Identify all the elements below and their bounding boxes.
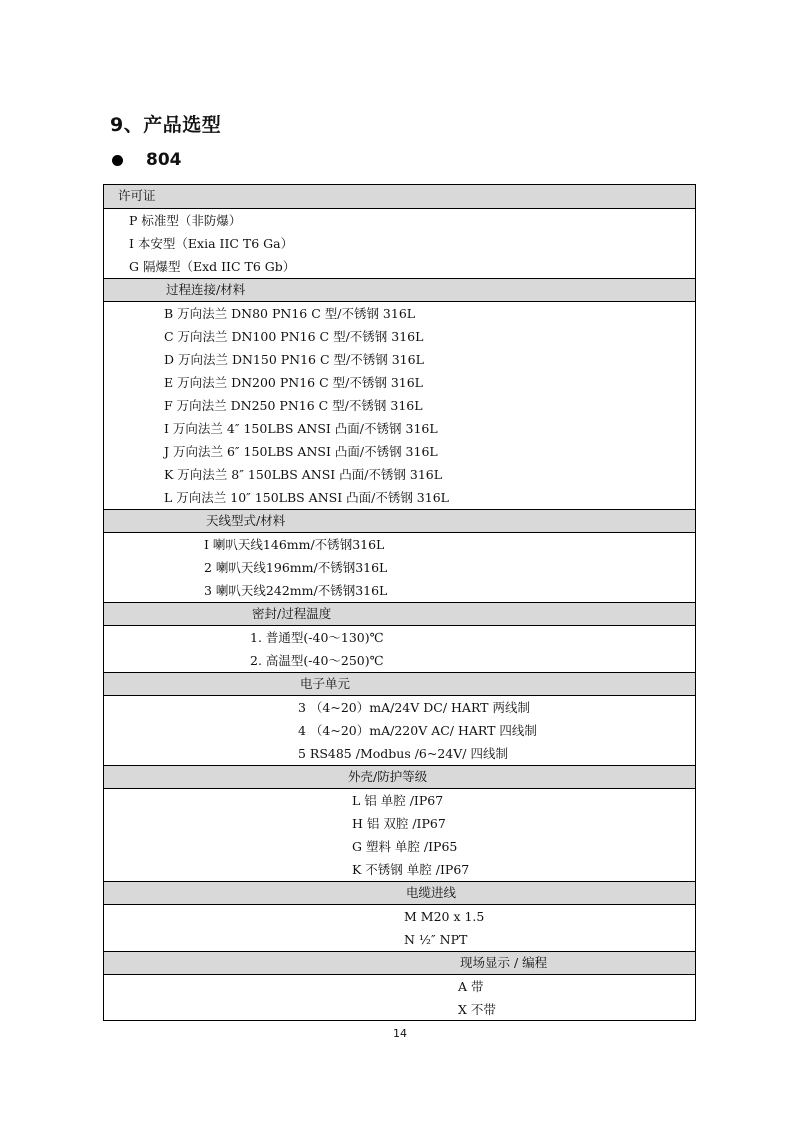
option-item: 4 （4~20）mA/220V AC/ HART 四线制 (298, 723, 537, 738)
group-header: 天线型式/材料 (104, 509, 695, 533)
option-item: K 万向法兰 8″ 150LBS ANSI 凸面/不锈钢 316L (164, 467, 443, 482)
option-item: L 铝 单腔 /IP67 (352, 793, 444, 808)
option-item: 3 喇叭天线242mm/不锈钢316L (204, 583, 388, 598)
option-item: M M20 x 1.5 (404, 909, 485, 924)
group-header: 许可证 (104, 185, 695, 209)
option-item: G 塑料 单腔 /IP65 (352, 839, 458, 854)
option-item: 2 喇叭天线196mm/不锈钢316L (204, 560, 388, 575)
page-number: 14 (393, 1027, 407, 1040)
option-item: X 不带 (458, 1002, 496, 1017)
group-header: 电缆进线 (104, 881, 695, 905)
option-item: 5 RS485 /Modbus /6~24V/ 四线制 (298, 746, 508, 761)
option-item: I 本安型（Exia IIC T6 Ga） (129, 236, 294, 251)
option-item: N ½″ NPT (404, 932, 468, 947)
group-header: 电子单元 (104, 672, 695, 696)
option-item: D 万向法兰 DN150 PN16 C 型/不锈钢 316L (164, 352, 424, 367)
option-item: J 万向法兰 6″ 150LBS ANSI 凸面/不锈钢 316L (164, 444, 438, 459)
option-item: A 带 (458, 979, 484, 994)
option-item: I 喇叭天线146mm/不锈钢316L (204, 537, 385, 552)
group-header: 过程连接/材料 (104, 278, 695, 302)
option-item: F 万向法兰 DN250 PN16 C 型/不锈钢 316L (164, 398, 423, 413)
option-item: 1. 普通型(-40～130)℃ (250, 630, 384, 645)
option-item: C 万向法兰 DN100 PN16 C 型/不锈钢 316L (164, 329, 424, 344)
option-item: K 不锈钢 单腔 /IP67 (352, 862, 470, 877)
option-item: E 万向法兰 DN200 PN16 C 型/不锈钢 316L (164, 375, 423, 390)
option-item: H 铝 双腔 /IP67 (352, 816, 446, 831)
bullet-icon (112, 155, 123, 166)
selection-table (103, 184, 696, 1021)
option-item: B 万向法兰 DN80 PN16 C 型/不锈钢 316L (164, 306, 416, 321)
group-header: 外壳/防护等级 (104, 765, 695, 789)
option-item: 2. 高温型(-40～250)℃ (250, 653, 384, 668)
model-name: 804 (146, 150, 182, 170)
option-item: I 万向法兰 4″ 150LBS ANSI 凸面/不锈钢 316L (164, 421, 438, 436)
section-title: 9、产品选型 (110, 114, 222, 136)
option-item: G 隔爆型（Exd IIC T6 Gb） (129, 259, 296, 274)
option-item: L 万向法兰 10″ 150LBS ANSI 凸面/不锈钢 316L (164, 490, 449, 505)
model-heading (112, 150, 182, 170)
option-item: 3 （4~20）mA/24V DC/ HART 两线制 (298, 700, 530, 715)
option-item: P 标准型（非防爆） (129, 213, 242, 228)
group-header: 现场显示 / 编程 (104, 951, 695, 975)
group-header: 密封/过程温度 (104, 602, 695, 626)
